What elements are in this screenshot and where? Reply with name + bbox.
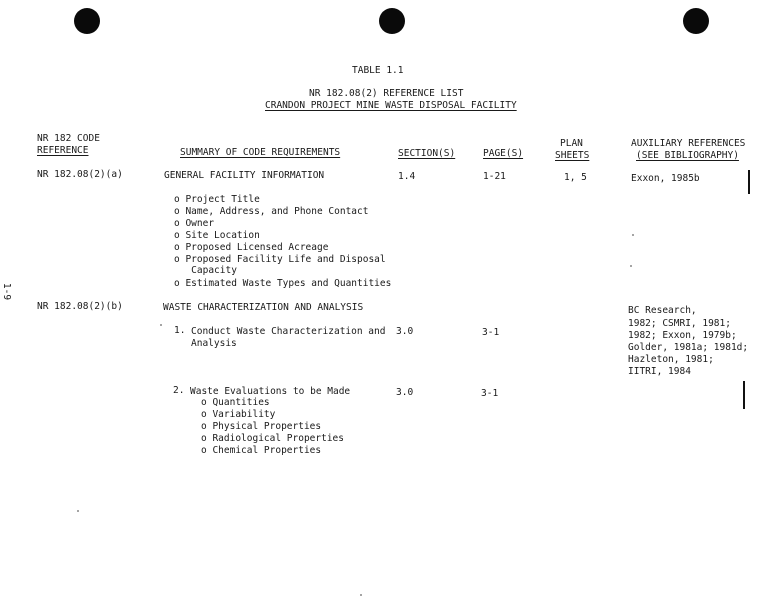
- row-a-aux: Exxon, 1985b: [631, 173, 700, 184]
- row-b-sub1-pages: 3-1: [482, 327, 500, 338]
- table-number: TABLE 1.1: [352, 65, 404, 76]
- scan-speck: [360, 594, 362, 596]
- row-a-item: o Estimated Waste Types and Quantities: [174, 278, 392, 289]
- header-sections: SECTION(S): [398, 148, 456, 159]
- punch-hole-center: [379, 8, 405, 34]
- title-line2: CRANDON PROJECT MINE WASTE DISPOSAL FACILITY: [265, 100, 517, 111]
- row-a-item: o Site Location: [174, 230, 260, 241]
- row-b-code: NR 182.08(2)(b): [37, 301, 123, 312]
- punch-hole-right: [683, 8, 709, 34]
- row-b-aux-line: BC Research,: [628, 305, 697, 316]
- scan-speck: [160, 324, 162, 326]
- row-a-code: NR 182.08(2)(a): [37, 169, 123, 180]
- scan-speck: [77, 510, 79, 512]
- row-b-aux-line: Golder, 1981a; 1981d;: [628, 342, 749, 353]
- row-b-sub1-section: 3.0: [396, 326, 414, 337]
- header-aux-line1: AUXILIARY REFERENCES: [631, 138, 746, 149]
- row-b-sub1-line2: Analysis: [191, 338, 237, 349]
- row-b-sub1-line1: Conduct Waste Characterization and: [191, 326, 386, 337]
- header-aux-line2: (SEE BIBLIOGRAPHY): [636, 150, 739, 161]
- margin-mark-1: [748, 170, 750, 194]
- row-b-sub2-item: o Variability: [201, 409, 276, 420]
- side-page-number: 1-9: [1, 282, 13, 301]
- row-b-sub2-item: o Chemical Properties: [201, 445, 322, 456]
- header-plan-line1: PLAN: [560, 138, 583, 149]
- row-a-item: o Proposed Facility Life and Disposal: [174, 254, 386, 265]
- row-a-item: o Proposed Licensed Acreage: [174, 242, 329, 253]
- row-b-sub2-item: o Radiological Properties: [201, 433, 344, 444]
- row-a-item: o Name, Address, and Phone Contact: [174, 206, 369, 217]
- row-b-sub2-number: 2.: [173, 385, 185, 396]
- punch-hole-left: [74, 8, 100, 34]
- row-b-aux-line: Hazleton, 1981;: [628, 354, 714, 365]
- row-a-item: o Project Title: [174, 194, 260, 205]
- row-a-item: Capacity: [174, 265, 237, 276]
- row-b-aux-line: IITRI, 1984: [628, 366, 691, 377]
- row-b-sub2-item: o Quantities: [201, 397, 270, 408]
- row-b-sub2-pages: 3-1: [481, 388, 499, 399]
- header-summary: SUMMARY OF CODE REQUIREMENTS: [180, 147, 341, 158]
- margin-mark-2: [743, 381, 745, 409]
- row-a-section: 1.4: [398, 171, 416, 182]
- row-b-sub2-item: o Physical Properties: [201, 421, 322, 432]
- scan-speck: [632, 234, 634, 236]
- row-b-summary: WASTE CHARACTERIZATION AND ANALYSIS: [163, 302, 364, 313]
- row-b-sub2-title: Waste Evaluations to be Made: [190, 386, 351, 397]
- header-plan-line2: SHEETS: [555, 150, 590, 161]
- title-line1: NR 182.08(2) REFERENCE LIST: [309, 88, 464, 99]
- scan-speck: [630, 265, 632, 267]
- header-pages: PAGE(S): [483, 148, 524, 159]
- row-a-summary: GENERAL FACILITY INFORMATION: [164, 170, 325, 181]
- row-a-plan-sheets: 1, 5: [564, 172, 587, 183]
- header-code-ref-line1: NR 182 CODE: [37, 133, 100, 144]
- row-b-aux-line: 1982; Exxon, 1979b;: [628, 330, 737, 341]
- row-b-aux-line: 1982; CSMRI, 1981;: [628, 318, 731, 329]
- row-a-pages: 1-21: [483, 171, 506, 182]
- row-a-item: o Owner: [174, 218, 215, 229]
- row-b-sub1-number: 1.: [174, 325, 186, 336]
- row-b-sub2-section: 3.0: [396, 387, 414, 398]
- header-code-ref-line2: REFERENCE: [37, 145, 89, 156]
